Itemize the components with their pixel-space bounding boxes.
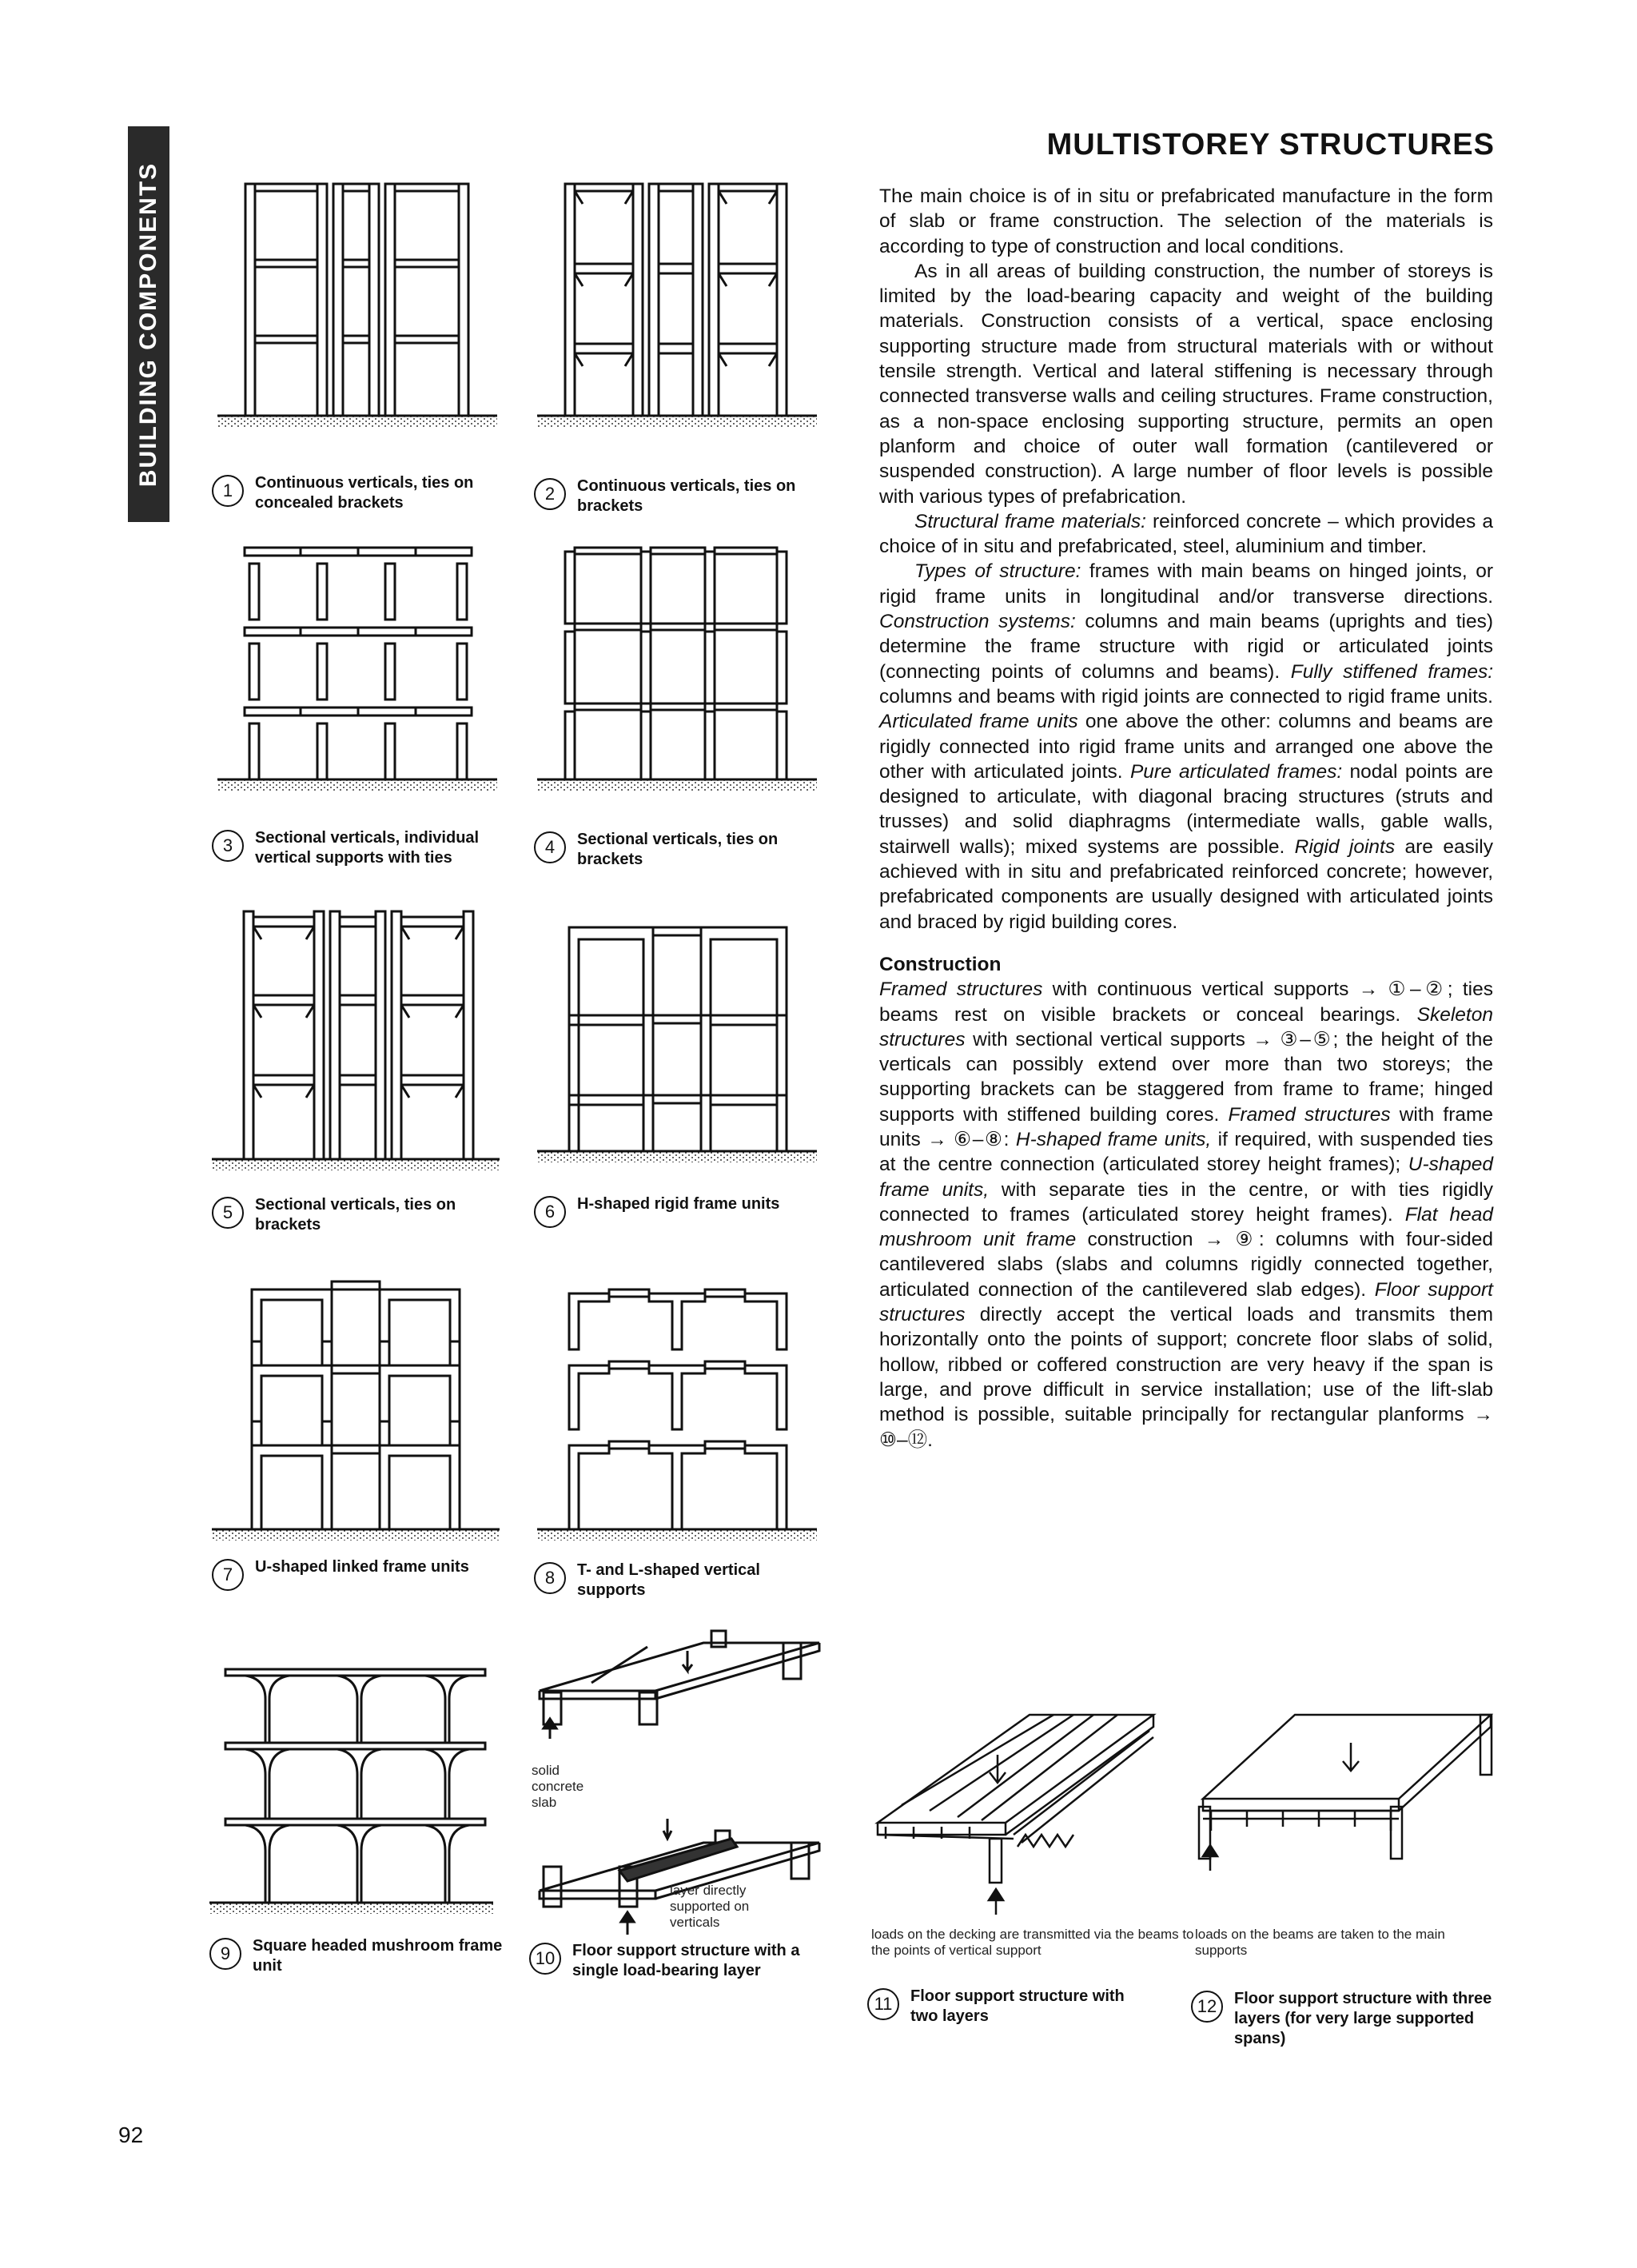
- solid-slab-note: solid concrete slab: [532, 1763, 584, 1810]
- figure-7-diagram: [212, 1277, 508, 1549]
- paragraph-types: Types of structure: frames with main beams on hinged joints, or rigid frame units in longitudinal and/or transverse directions. Construction systems: columns and main beams (uprights and ties) determine the frame structure with rigid or articulated joints (connecting points of columns and beams). Fully stiffened frames: columns and beams with rigid joints are connected to rigid frame units. Articulated frame units one above the other: columns and beams are rigidly connected into rigid frame units and arranged one above the other with articulated joints. Pure articulated frames: nodal points are designed to articulate, with diagonal bracing structures (struts and trusses) and solid diaphragms (intermediate walls, gable walls, stairwell walls); mixed systems are possible. Rigid joints are easily achieved with in situ and prefabricated reinforced concrete; however, prefabricated components are usually designed with articulated joints and braced by rigid building cores.: [879, 560, 1493, 933]
- figure-6-diagram: [537, 911, 825, 1175]
- paragraph-storeys: As in all areas of building construction, the number of storeys is limited by the load-bearing capacity and weight of the building materials. Construction consists of a vertical, space enclosing supporting structure made from structural materials with or without tensile strength. Vertical and lateral stiffening is necessary through connected transverse walls and ceiling structures. Frame construction, as a non-space enclosing supporting structure, permits an open planform and choice of outer wall formation (cantilevered or suspended construction). A large number of floor levels is possible with various types of prefabrication.: [879, 260, 1493, 508]
- figure-11-note: loads on the decking are transmitted via the beams to the points of vertical support: [871, 1927, 1194, 1958]
- page-title: MULTISTOREY STRUCTURES: [1046, 128, 1495, 161]
- construction-heading: Construction: [879, 953, 1002, 975]
- figure-8-diagram: [537, 1277, 825, 1549]
- figure-4-diagram: [537, 544, 825, 799]
- paragraph-intro: The main choice is of in situ or prefabricated manufacture in the form of slab or frame construction. The selection of the materials is according to type of construction and local conditions.: [879, 185, 1493, 257]
- figure-12-diagram: [1191, 1699, 1503, 1931]
- body-text: [879, 184, 1493, 1453]
- figure-9-diagram: [209, 1663, 505, 1927]
- section-tab: [128, 126, 169, 522]
- section-tab-label: BUILDING COMPONENTS: [135, 161, 161, 487]
- direct-layer-note: layer directly supported on verticals: [670, 1883, 750, 1930]
- figure-5-diagram: [212, 907, 508, 1179]
- paragraph-materials: Structural frame materials: reinforced concrete – which provides a choice of in situ and prefabricated, steel, aluminium and timber.: [879, 510, 1494, 558]
- page-number: 92: [118, 2123, 144, 2147]
- figure-3-diagram: [217, 544, 505, 799]
- figure-2-diagram: [537, 180, 825, 436]
- figure-11-diagram: [870, 1699, 1165, 1931]
- figure-1-diagram: [217, 180, 505, 436]
- paragraph-construction: Framed structures with continuous vertical supports → ①–②; ties beams rest on visible brackets or conceal bearings. Skeleton structures with sectional vertical supports → ③–⑤; the height of the verticals can possibly extend over more than two storeys; the supporting brackets can be staggered from frame to frame; hinged supports with stiffened building cores. Framed structures with frame units → ⑥–⑧: H-shaped frame units, if required, with suspended ties at the centre connection (articulated storey height frames); U-shaped frame units, with separate ties in the centre, or with ties rigidly connected to frames (articulated storey height frames). Flat head mushroom unit frame construction → ⑨: columns with four-sided cantilevered slabs (slabs and columns rigidly connected together, articulated connection of the cantilevered slab edges). Floor support structures directly accept the vertical loads and transmits them horizontally onto the points of support; concrete floor slabs of solid, hollow, ribbed or coffered construction are very heavy if the span is large, and prove difficult in service installation; use of the lift-slab method is possible, suitable principally for rectangular planforms → ⑩–⑫.: [879, 979, 1494, 1451]
- figure-12-note: loads on the beams are taken to the main supports: [1195, 1927, 1445, 1958]
